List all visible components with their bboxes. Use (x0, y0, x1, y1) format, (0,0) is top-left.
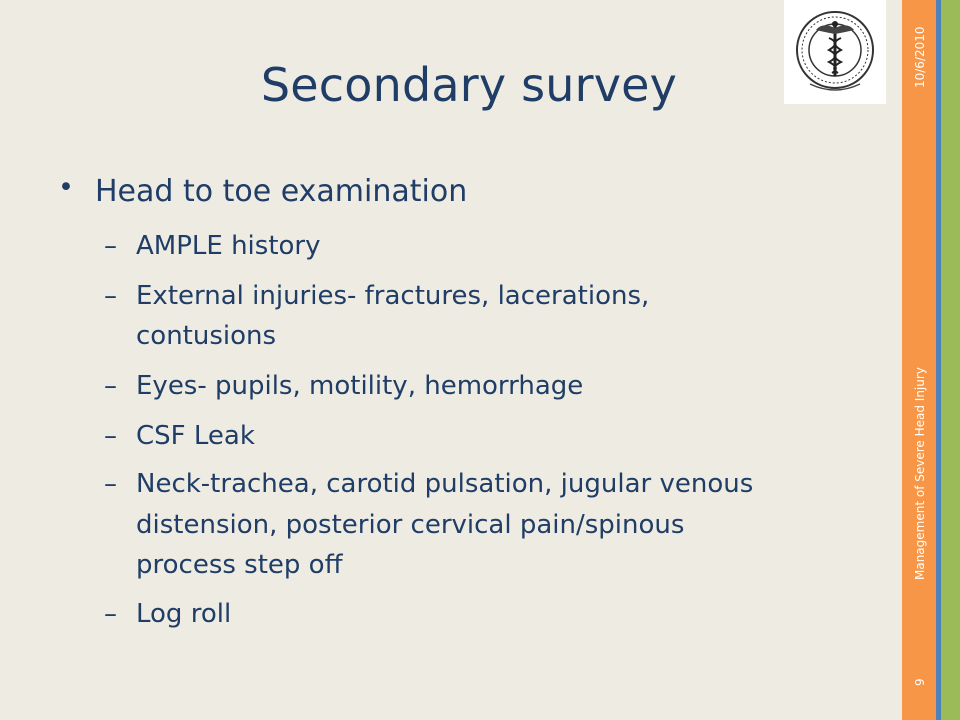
sidebar-orange-band (902, 0, 936, 720)
dash-marker: – (104, 231, 117, 261)
sidebar-green-band (941, 0, 960, 720)
sub-bullet-text: process step off (136, 550, 343, 580)
sub-bullet-text: External injuries- fractures, lacerations, (136, 281, 650, 311)
slide-page-number: 9 (913, 678, 927, 686)
dash-marker: – (104, 371, 117, 401)
sub-bullet-text: Log roll (136, 599, 232, 629)
main-bullet: Head to toe examination (95, 174, 468, 209)
dash-marker: – (104, 599, 117, 629)
sub-bullet-text: AMPLE history (136, 231, 321, 261)
slide-footer: Management of Severe Head Injury (913, 367, 927, 580)
sub-bullet-text: Neck-trachea, carotid pulsation, jugular venous (136, 469, 754, 499)
sub-bullet-text: CSF Leak (136, 421, 255, 451)
seal-graphic (792, 6, 878, 98)
slide-title: Secondary survey (260, 58, 678, 112)
bullet-marker: • (58, 172, 74, 203)
caduceus-seal-logo-icon (784, 0, 886, 104)
dash-marker: – (104, 469, 117, 499)
sub-bullet-text: contusions (136, 321, 277, 351)
sub-bullet-text: Eyes- pupils, motility, hemorrhage (136, 371, 584, 401)
slide-date: 10/6/2010 (913, 26, 927, 88)
dash-marker: – (104, 281, 117, 311)
sub-bullet-text: distension, posterior cervical pain/spinous (136, 510, 685, 540)
dash-marker: – (104, 421, 117, 451)
